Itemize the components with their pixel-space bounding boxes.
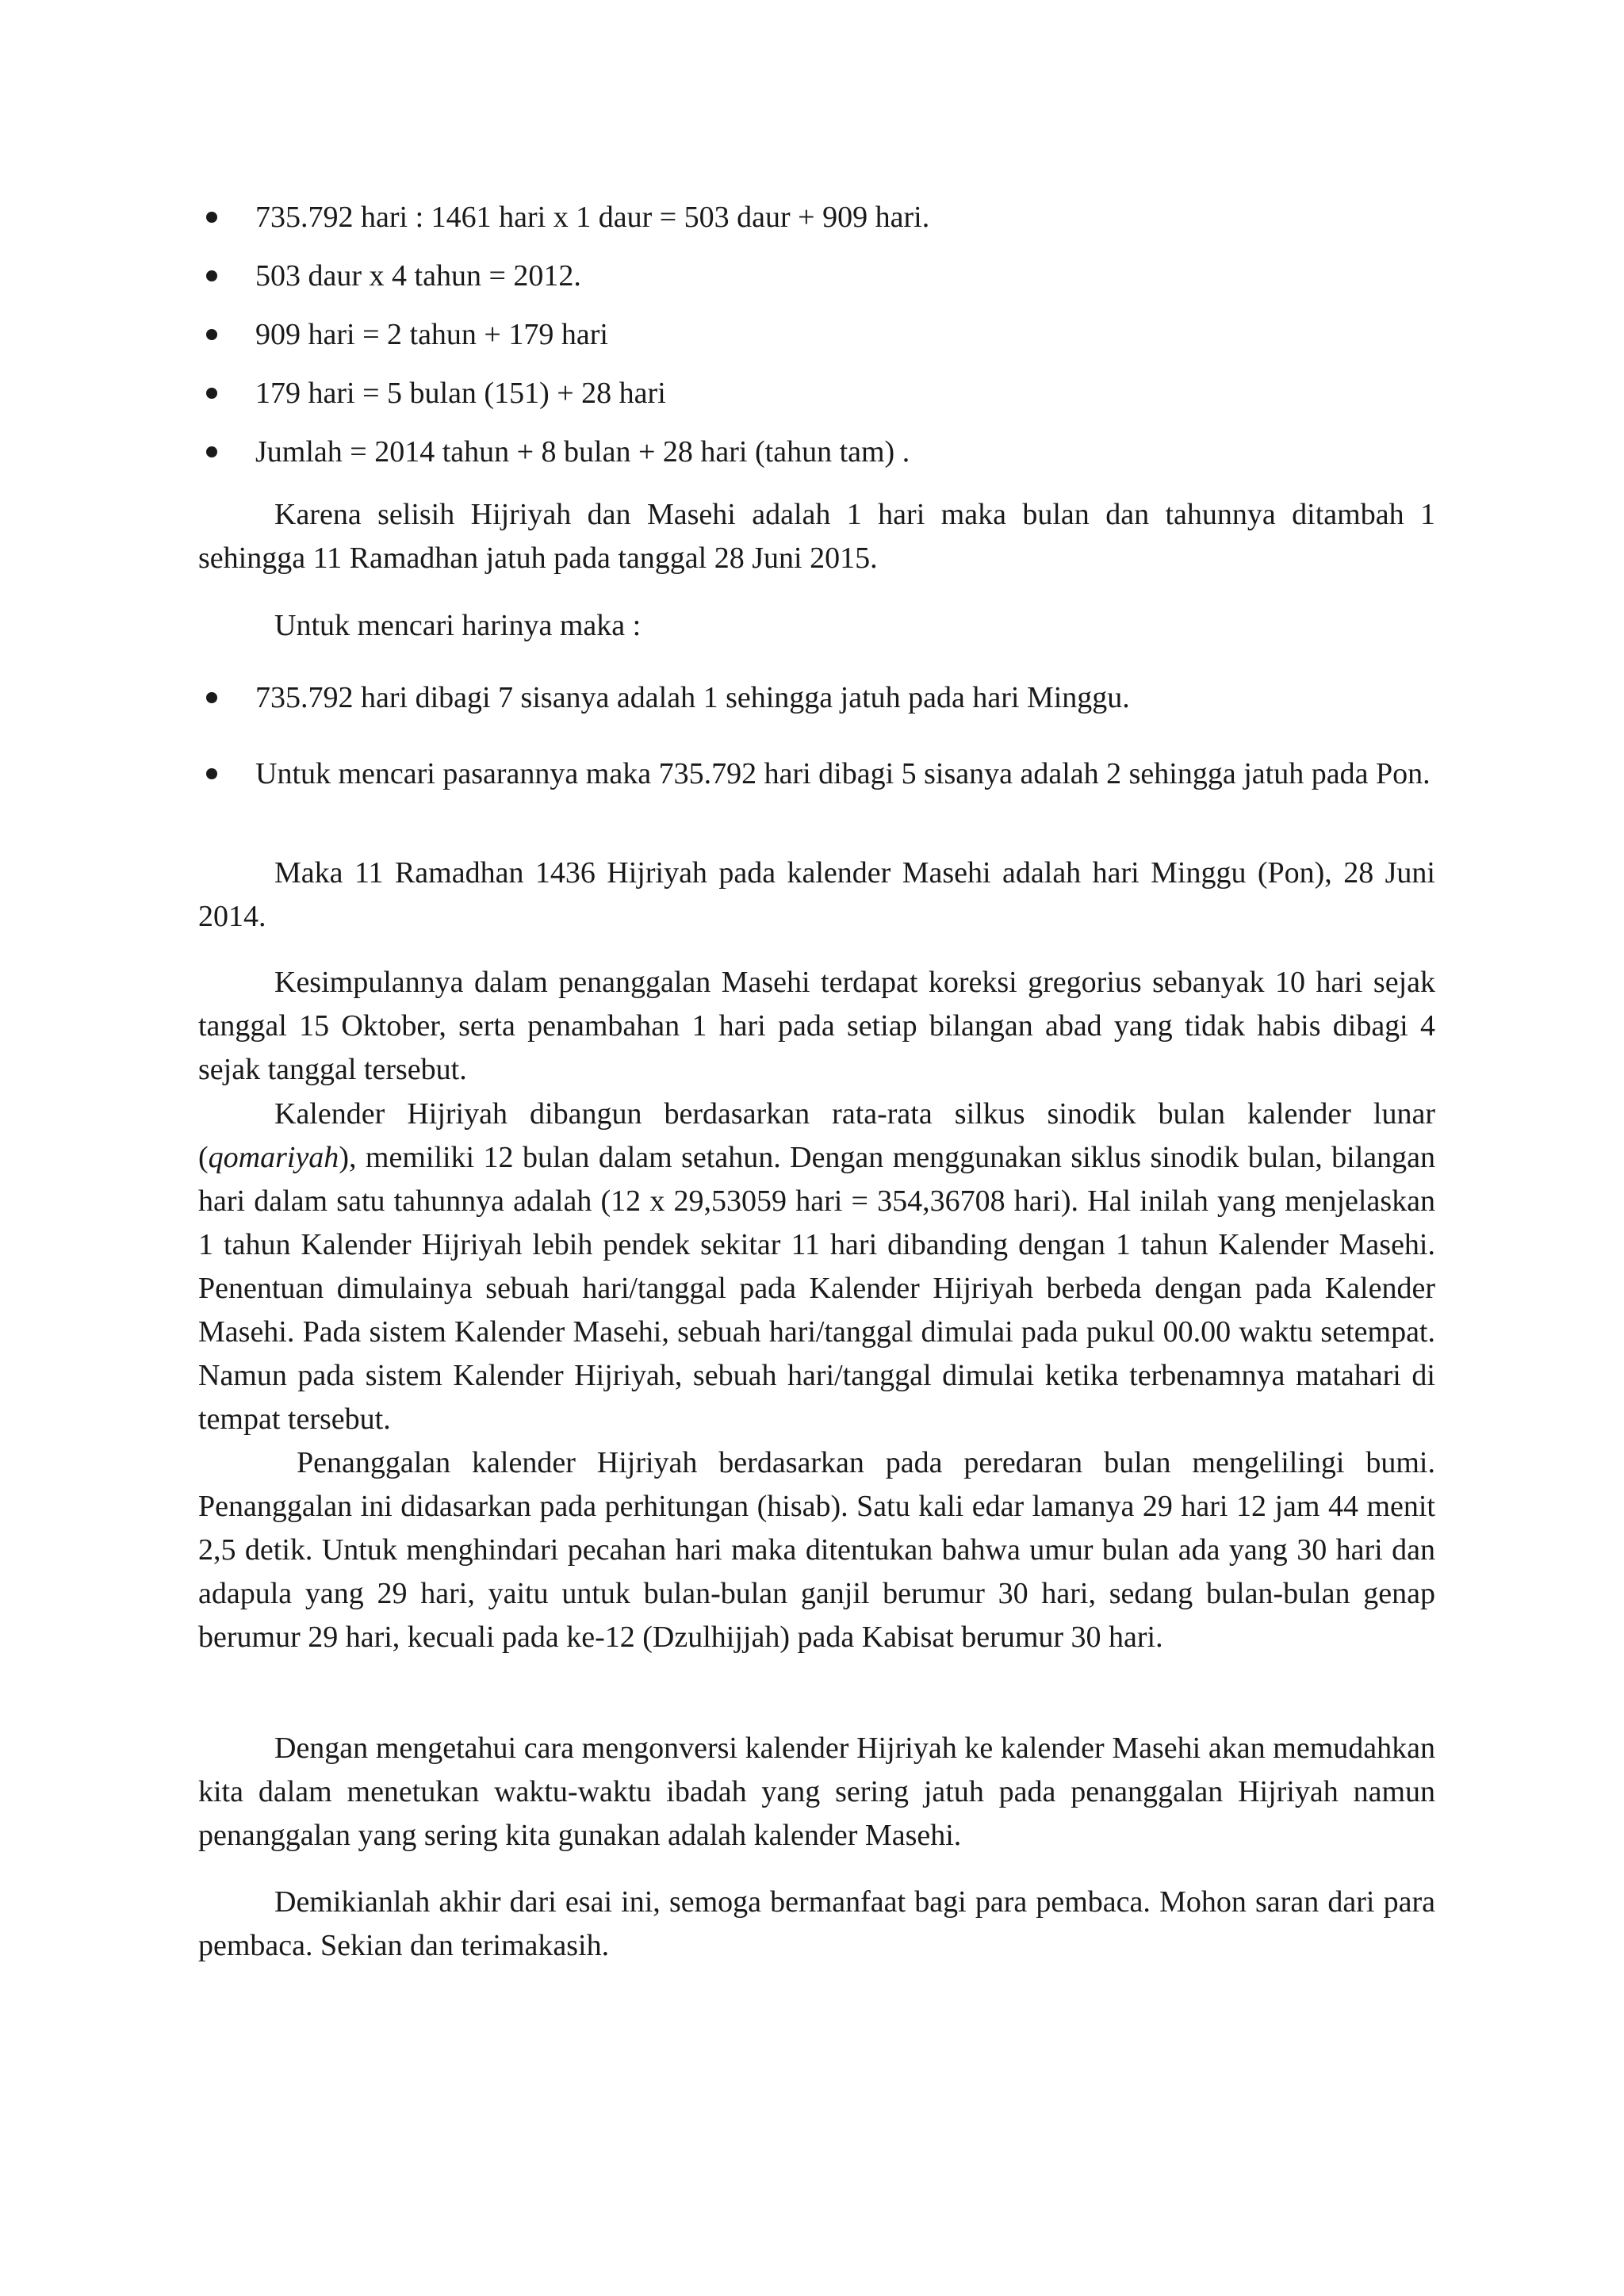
bullet-icon [206, 692, 217, 703]
day-list [198, 675, 1435, 802]
paragraph-text: ), memiliki 12 bulan dalam setahun. Dengan menggunakan siklus sinodik bulan, bilangan hari dalam satu tahunnya adalah (12 x 29,53059 hari = 354,36708 hari). Hal inilah yang menjelaskan 1 tahun Kalender Hijriyah lebih pendek sekitar 11 hari dibanding dengan 1 tahun Kalender Masehi. Penentuan dimulainya sebuah hari/tanggal pada Kalender Hijriyah berbeda dengan pada Kalender Masehi. Pada sistem Kalender Masehi, sebuah hari/tanggal dimulai pada pukul 00.00 waktu setempat. Namun pada sistem Kalender Hijriyah, sebuah hari/tanggal dimulai ketika terbenamnya matahari di tempat tersebut. [198, 1141, 1435, 1436]
bullet-icon [206, 446, 217, 457]
list-item [198, 312, 1435, 357]
paragraph: Dengan mengetahui cara mengonversi kalender Hijriyah ke kalender Masehi akan memudahkan kita dalam menetukan waktu-waktu ibadah yang sering jatuh pada penanggalan Hijriyah namun penanggalan yang sering kita gunakan adalah kalender Masehi. [198, 1732, 1435, 1852]
paragraph: Karena selisih Hijriyah dan Masehi adalah 1 hari maka bulan dan tahunnya ditambah 1 sehingga 11 Ramadhan jatuh pada tanggal 28 Juni 2015. [198, 498, 1435, 575]
paragraph: Demikianlah akhir dari esai ini, semoga bermanfaat bagi para pembaca. Mohon saran dari para pembaca. Sekian dan terimakasih. [198, 1885, 1435, 1962]
list-item [198, 745, 1435, 802]
list-item-text: 735.792 hari dibagi 7 sisanya adalah 1 sehingga jatuh pada hari Minggu. [255, 681, 1130, 714]
calculation-list [198, 195, 1435, 474]
paragraph: Penanggalan kalender Hijriyah berdasarkan pada peredaran bulan mengelilingi bumi. Penanggalan ini didasarkan pada perhitungan (hisab). Satu kali edar lamanya 29 hari 12 jam 44 menit 2,5 detik. Untuk menghindari pecahan hari maka ditentukan bahwa umur bulan ada yang 30 hari dan adapula yang 29 hari, yaitu untuk bulan-bulan ganjil berumur 30 hari, sedang bulan-bulan genap berumur 29 hari, kecuali pada ke-12 (Dzulhijjah) pada Kabisat berumur 30 hari. [198, 1446, 1435, 1654]
list-item [198, 195, 1435, 239]
list-item [198, 371, 1435, 415]
paragraph-text: Kalender Hijriyah dibangun berdasarkan rata-rata silkus sinodik bulan kalender lunar ( [198, 1097, 1435, 1174]
list-item [198, 430, 1435, 474]
list-item [198, 675, 1435, 720]
list-item-text: Jumlah = 2014 tahun + 8 bulan + 28 hari (tahun tam) . [255, 435, 910, 469]
bullet-icon [206, 212, 217, 223]
bullet-icon [206, 388, 217, 399]
paragraph: Kesimpulannya dalam penanggalan Masehi terdapat koreksi gregorius sebanyak 10 hari sejak tanggal 15 Oktober, serta penambahan 1 hari pada setiap bilangan abad yang tidak habis dibagi 4 sejak tanggal tersebut. [198, 966, 1435, 1086]
italic-term: qomariyah [208, 1141, 339, 1174]
bullet-icon [206, 270, 217, 281]
bullet-icon [206, 329, 217, 340]
paragraph: Untuk mencari harinya maka : [274, 609, 642, 642]
list-item [198, 254, 1435, 298]
paragraph [198, 1093, 1435, 1441]
list-item-text: 179 hari = 5 bulan (151) + 28 hari [255, 377, 666, 410]
paragraph: Maka 11 Ramadhan 1436 Hijriyah pada kalender Masehi adalah hari Minggu (Pon), 28 Juni 2014. [198, 856, 1435, 933]
list-item-text: 735.792 hari : 1461 hari x 1 daur = 503 daur + 909 hari. [255, 201, 930, 234]
list-item-text: 503 daur x 4 tahun = 2012. [255, 259, 581, 293]
bullet-icon [206, 768, 217, 779]
list-item-text: Untuk mencari pasarannya maka 735.792 hari dibagi 5 sisanya adalah 2 sehingga jatuh pada Pon. [255, 757, 1431, 790]
list-item-text: 909 hari = 2 tahun + 179 hari [255, 318, 608, 351]
